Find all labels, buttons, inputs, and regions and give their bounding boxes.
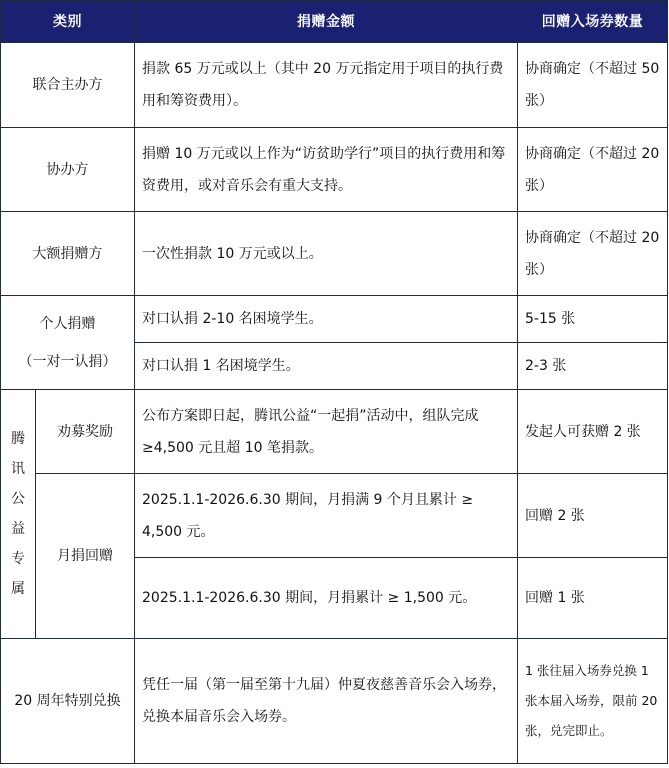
tencent-char: 讯 — [11, 461, 25, 477]
tickets-co-host: 协商确定（不超过 50 张） — [518, 43, 668, 128]
category-fundraise: 劝募奖励 — [36, 390, 135, 474]
tickets-monthly-1: 回赠 2 张 — [518, 474, 668, 558]
tickets-personal-2: 2-3 张 — [518, 343, 668, 390]
tencent-char: 专 — [11, 551, 25, 567]
amount-monthly-2: 2025.1.1-2026.6.30 期间，月捐累计 ≥ 1,500 元。 — [135, 558, 518, 639]
category-tencent-group — [1, 390, 36, 639]
category-co-host: 联合主办方 — [1, 43, 135, 128]
category-anniversary: 20 周年特别兑换 — [1, 639, 135, 764]
tencent-char: 属 — [11, 581, 25, 597]
tickets-monthly-2: 回赠 1 张 — [518, 558, 668, 639]
amount-monthly-1: 2025.1.1-2026.6.30 期间，月捐满 9 个月且累计 ≥ 4,500 元。 — [135, 474, 518, 558]
table-row — [1, 43, 668, 128]
header-category: 类别 — [1, 1, 135, 43]
table-row — [1, 639, 668, 764]
amount-anniversary: 凭任一届（第一届至第十九届）仲夏夜慈善音乐会入场券，兑换本届音乐会入场券。 — [135, 639, 518, 764]
category-personal-line1: 个人捐赠 — [39, 315, 96, 332]
header-tickets: 回赠入场券数量 — [518, 1, 668, 43]
table-row — [1, 212, 668, 296]
tickets-anniversary: 1 张往届入场券兑换 1 张本届入场券，限前 20 张，兑完即止。 — [518, 639, 668, 764]
tickets-personal-1: 5-15 张 — [518, 296, 668, 343]
table-row — [1, 128, 668, 212]
amount-assistant: 捐赠 10 万元或以上作为“访贫助学行”项目的执行费用和筹资费用，或对音乐会有重大支持。 — [135, 128, 518, 212]
header-row — [1, 1, 668, 43]
tencent-char: 公 — [11, 491, 25, 507]
table-row — [1, 390, 668, 474]
amount-personal-2: 对口认捐 1 名困境学生。 — [135, 343, 518, 390]
category-major-donor: 大额捐赠方 — [1, 212, 135, 296]
tickets-assistant: 协商确定（不超过 20 张） — [518, 128, 668, 212]
table-row — [1, 474, 668, 558]
tickets-fundraise: 发起人可获赠 2 张 — [518, 390, 668, 474]
table-row — [1, 296, 668, 343]
amount-co-host: 捐款 65 万元或以上（其中 20 万元指定用于项目的执行费用和筹资费用）。 — [135, 43, 518, 128]
tencent-char: 腾 — [11, 431, 25, 447]
category-personal-line2: （一对一认捐） — [18, 353, 117, 370]
amount-major-donor: 一次性捐款 10 万元或以上。 — [135, 212, 518, 296]
amount-fundraise: 公布方案即日起，腾讯公益“一起捐”活动中，组队完成≥4,500 元且超 10 笔捐款。 — [135, 390, 518, 474]
category-personal — [1, 296, 135, 390]
category-assistant: 协办方 — [1, 128, 135, 212]
tickets-major-donor: 协商确定（不超过 20 张） — [518, 212, 668, 296]
header-amount: 捐赠金额 — [135, 1, 518, 43]
amount-personal-1: 对口认捐 2-10 名困境学生。 — [135, 296, 518, 343]
category-monthly: 月捐回赠 — [36, 474, 135, 639]
tencent-char: 益 — [11, 521, 25, 537]
